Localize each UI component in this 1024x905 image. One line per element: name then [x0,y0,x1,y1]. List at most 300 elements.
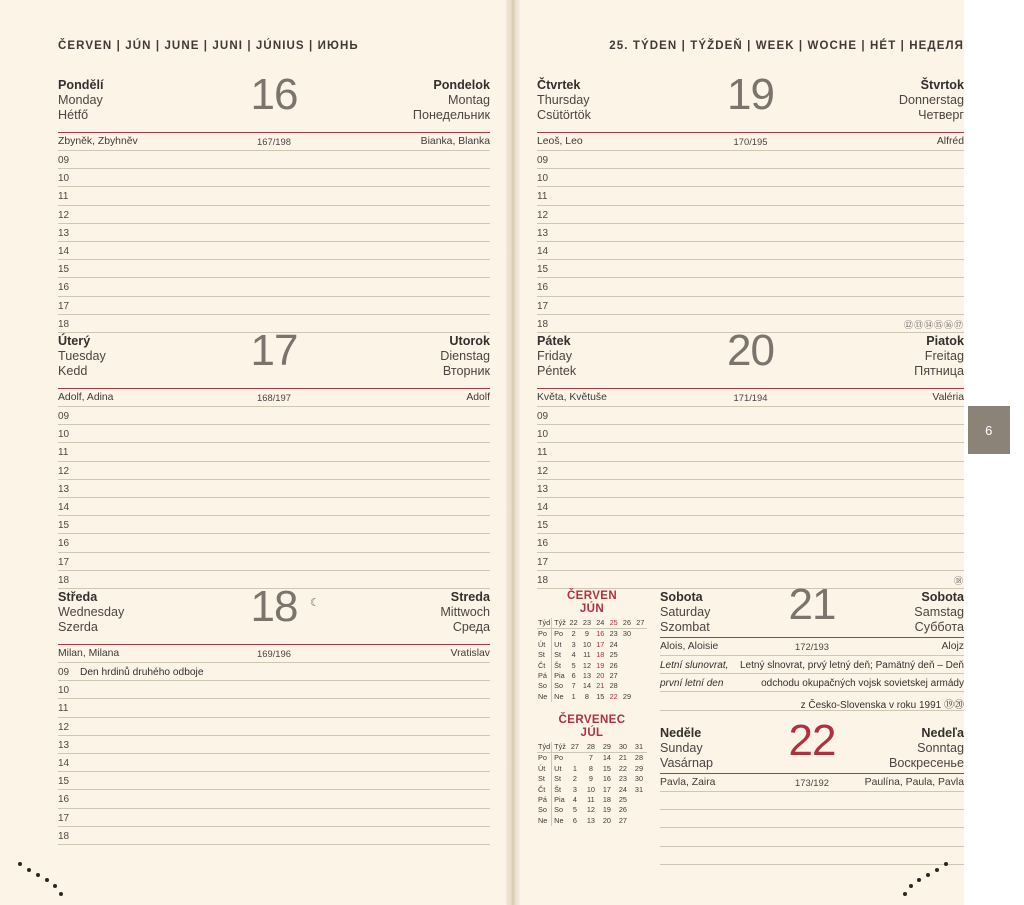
mini-day-cell[interactable]: 20 [596,671,605,681]
hour-label: 16 [537,538,549,550]
mini-week-number: 26 [622,618,632,627]
hour-row[interactable] [537,242,964,260]
hour-label: 09 [537,155,549,166]
hour-row[interactable] [537,297,964,315]
nameday-right: Adolf [466,392,490,403]
day-name-local-1: Tuesday [58,349,106,364]
hour-row[interactable] [537,534,964,552]
mini-weekday-sk: Po [552,753,567,764]
mini-weekday-sk: So [552,805,567,815]
mini-row [537,753,647,764]
day-of-year-count: 173/192 [795,777,829,788]
hour-label: 12 [58,209,70,221]
day-name-foreign-2: Среда [452,620,490,635]
note-left-text: Letní slunovrat, [660,660,729,671]
day-name-local-0: Čtvrtek [537,78,581,92]
hour-row[interactable] [58,224,490,242]
mini-day-cell[interactable] [620,650,633,660]
blank-note-row[interactable] [660,810,964,828]
mini-day-cell[interactable]: 14 [602,753,611,763]
hour-label: 16 [58,794,70,806]
hour-label: 13 [537,227,549,239]
hour-row[interactable] [58,480,490,498]
day-block [537,70,964,333]
hour-label: 16 [537,282,549,294]
mini-day-cell[interactable]: 9 [584,629,589,639]
mini-day-cell[interactable]: 5 [572,805,577,815]
mini-day-cell[interactable]: 21 [618,753,627,763]
mini-day-cell[interactable] [631,816,647,826]
hour-row[interactable] [58,772,490,790]
mini-col-label: Týž [552,742,567,753]
day-name-foreign-1: Samstag [914,605,964,620]
nameday-left: Zbyněk, Zbyhněv [58,136,138,147]
mini-weekday-sk: Ne [552,816,567,826]
mini-day-cell[interactable]: 10 [586,784,595,794]
hour-row[interactable] [58,663,490,681]
day-number: 21 [788,580,836,629]
hour-label: 12 [58,465,70,477]
day-name-foreign-0: Štvrtok [920,78,964,92]
day-name-local-0: Pondělí [58,78,104,92]
mini-weekday-sk: Ut [552,640,567,650]
hour-label: 17 [58,556,70,568]
day-names-right [440,590,490,636]
hour-label: 09 [537,411,549,422]
day-name-foreign-0: Piatok [926,334,964,348]
mini-day-cell[interactable]: 24 [609,639,618,649]
hour-row[interactable] [58,297,490,315]
hour-row[interactable] [58,260,490,278]
hour-row[interactable] [58,187,490,205]
mini-day-cell[interactable]: 11 [587,795,595,805]
mini-day-cell[interactable]: 14 [582,681,592,691]
mini-day-cell[interactable] [620,640,633,650]
nameday-row [537,133,964,151]
mini-weekday-sk: Pia [552,671,567,681]
hour-row[interactable] [58,736,490,754]
hour-row[interactable] [58,407,490,425]
hour-row[interactable] [58,681,490,699]
mini-title-cs: ČERVEN [566,590,618,602]
mini-weekday-sk: Ut [552,764,567,774]
day-name-foreign-1: Dienstag [440,349,490,364]
day-header [58,70,490,133]
hour-row[interactable] [537,278,964,296]
mini-day-cell[interactable]: 24 [618,784,627,794]
book-gutter [506,0,520,905]
hour-label: 15 [537,520,549,532]
day-number: 18 [250,582,298,631]
mini-day-cell[interactable] [631,805,647,815]
mini-day-cell[interactable]: 20 [602,815,611,825]
hour-row[interactable] [58,534,490,552]
mini-day-cell[interactable]: 2 [571,629,576,639]
mini-day-cell[interactable]: 7 [571,681,576,691]
day-name-foreign-0: Streda [450,590,490,604]
hour-row[interactable] [58,790,490,808]
day-header [537,70,964,133]
mini-day-cell[interactable]: 27 [618,815,627,825]
mini-day-cell[interactable]: 8 [584,691,589,701]
mini-day-cell[interactable]: 26 [618,805,627,815]
day-number: 20 [727,326,774,375]
hour-label: 13 [58,227,70,239]
day-names-right [440,334,490,380]
mini-day-cell[interactable]: 16 [602,774,611,784]
mini-col-label: Týd [538,618,551,627]
mini-weekday-cs: St [538,650,545,660]
mini-day-cell[interactable]: 23 [609,629,618,639]
mini-week-number: 28 [586,742,595,751]
hour-label: 16 [58,538,70,550]
blank-note-row[interactable] [660,828,964,846]
hour-row[interactable] [537,425,964,443]
blank-note-row[interactable] [660,792,964,810]
mini-title-cs: ČERVENEC [558,714,626,726]
hour-label: 11 [58,191,69,203]
mini-day-cell[interactable]: 6 [571,671,576,681]
day-names-right [889,726,964,772]
day-block [537,326,964,589]
hour-label: 13 [537,483,549,495]
hour-label: 09 [58,155,70,166]
day-names-right [413,78,490,124]
day-name-local-1: Saturday [660,605,711,620]
day-names-right [914,334,964,380]
mini-day-cell[interactable]: 29 [634,763,644,773]
mini-day-cell[interactable]: 16 [596,629,605,639]
mini-day-cell[interactable]: 28 [609,681,618,691]
hour-list [58,663,490,845]
mini-day-cell[interactable]: 13 [586,815,595,825]
mini-day-cell[interactable]: 27 [609,671,618,681]
day-number: 16 [250,70,298,119]
hour-row[interactable] [537,443,964,461]
mini-week-number: 29 [602,742,611,751]
hour-label: 10 [58,685,70,697]
nameday-right: Valéria [932,392,964,403]
hour-label: 11 [537,447,548,459]
day-block [58,582,490,845]
hour-label: 15 [58,520,70,532]
hour-list [58,151,490,333]
day-name-local-0: Neděle [660,726,702,740]
mini-weekday-sk: So [552,681,567,691]
hour-label: 18 [537,318,549,330]
hour-label: 15 [537,264,549,276]
mini-weekday-cs: So [538,681,547,691]
day-names-right [899,78,964,124]
day-name-foreign-2: Понедельник [412,108,490,123]
day-header [660,716,964,774]
nameday-right: Alfréd [936,136,964,147]
mini-weekday-sk: Št [552,785,567,795]
mini-day-cell[interactable]: 19 [596,660,605,670]
hour-label: 10 [537,429,549,441]
hour-label: 18 [58,574,70,586]
mini-weekday-cs: Čt [538,660,546,670]
day-name-local-2: Szombat [660,620,710,635]
mini-day-cell[interactable]: 30 [634,774,644,784]
hour-row[interactable] [537,407,964,425]
day-name-local-2: Szerda [58,620,98,635]
day-name-foreign-2: Четверг [918,108,964,123]
mini-day-cell[interactable]: 8 [588,763,593,773]
hour-row[interactable] [537,571,964,589]
nameday-left: Alois, Aloisie [660,641,719,652]
mini-day-cell[interactable] [620,681,633,691]
day-name-local-2: Péntek [537,364,577,379]
hour-row[interactable] [58,553,490,571]
hour-label: 11 [58,447,69,459]
hour-row[interactable] [58,242,490,260]
mini-week-number: 23 [582,618,592,627]
mini-weekday-sk: St [552,650,567,660]
hour-row[interactable] [58,169,490,187]
hour-row[interactable] [58,151,490,169]
hour-row[interactable] [58,827,490,845]
hour-label: 14 [537,501,549,513]
hour-row[interactable] [58,809,490,827]
mini-day-cell[interactable]: 1 [572,763,577,773]
mini-weekday-sk: Št [552,661,567,671]
nameday-right: Bianka, Blanka [420,136,490,147]
day-name-local-2: Kedd [58,364,88,379]
day-of-year-count: 172/193 [795,641,829,652]
mini-day-cell[interactable]: 3 [571,639,576,649]
mini-title-sk: JÚN [579,603,605,615]
mini-day-cell[interactable]: 22 [609,691,618,701]
mini-day-cell[interactable]: 7 [588,753,593,763]
hour-row[interactable] [537,516,964,534]
nameday-left: Pavla, Zaira [660,777,716,788]
hour-row[interactable] [58,718,490,736]
mini-day-cell[interactable]: 10 [582,639,592,649]
hour-list [537,151,964,333]
mini-row [537,640,647,650]
mini-day-cell[interactable] [620,671,633,681]
hour-label: 14 [58,245,70,257]
hour-row[interactable] [537,480,964,498]
mini-day-cell[interactable]: 17 [596,639,605,649]
day-name-foreign-1: Freitag [924,349,964,364]
moon-phase-icon: ☾ [310,597,320,609]
mini-day-cell[interactable]: 13 [582,671,592,681]
mini-day-cell[interactable] [631,795,647,805]
note-row[interactable] [660,692,964,710]
day-names-left [537,78,591,124]
hour-row[interactable] [58,443,490,461]
mini-day-cell[interactable]: 29 [622,691,632,701]
mini-day-cell[interactable]: 22 [618,763,627,773]
day-name-local-2: Vasárnap [660,756,713,771]
mini-weekday-cs: So [538,805,547,815]
mini-day-cell[interactable]: 2 [572,774,577,784]
mini-weekday-cs: Po [538,629,547,639]
hour-label: 10 [537,173,549,185]
mini-day-cell[interactable]: 1 [571,691,576,701]
nameday-right: Paulína, Paula, Pavla [864,777,964,788]
hour-label: 12 [58,721,70,733]
mini-day-cell[interactable]: 21 [596,681,605,691]
mini-day-cell[interactable]: 5 [571,660,576,670]
mini-day-cell[interactable]: 3 [572,784,577,794]
mini-row [537,816,647,826]
mini-weekday-cs: St [538,774,545,784]
hour-row[interactable] [537,187,964,205]
mini-weekday-cs: Ne [538,815,548,825]
day-header [537,326,964,389]
day-name-local-2: Hétfő [58,108,89,123]
note-row[interactable] [660,674,964,692]
mini-weekday-cs: Út [538,763,546,773]
hour-row[interactable] [58,699,490,717]
mini-weekday-cs: Út [538,639,546,649]
hour-label: 18 [58,318,70,330]
mini-day-cell[interactable]: 4 [572,795,577,805]
hour-row[interactable] [58,516,490,534]
day-names-left [58,78,103,124]
mini-title-sk: JÚL [580,727,604,739]
blank-note-row[interactable] [660,847,964,865]
mini-day-cell[interactable]: 18 [602,795,611,805]
mini-day-cell[interactable]: 25 [618,795,627,805]
month-tab[interactable]: 6 [968,406,1010,454]
nameday-row [660,638,964,656]
mini-row [537,692,647,702]
hour-row[interactable] [58,462,490,480]
mini-day-cell[interactable] [620,661,633,671]
note-right-text: z Česko-Slovenska v roku 1991 ⑲⑳ [800,700,964,712]
mini-week-number: 25 [609,618,618,627]
hour-row[interactable] [537,498,964,516]
mini-col-label: Týž [552,618,567,629]
hour-row[interactable] [58,425,490,443]
mini-day-cell[interactable]: 17 [602,784,611,794]
day-name-local-0: Pátek [537,334,571,348]
hour-list [58,407,490,589]
day-name-foreign-0: Sobota [921,590,964,604]
mini-row [537,661,647,671]
mini-day-cell[interactable]: 12 [586,805,595,815]
mini-row [537,805,647,815]
mini-day-cell[interactable]: 4 [571,650,576,660]
mini-day-cell[interactable]: 28 [634,753,644,763]
hour-label: 14 [537,245,549,257]
mini-day-cell[interactable]: 11 [583,650,591,660]
day-number: 19 [727,70,774,119]
nameday-row [58,389,490,407]
mini-calendar-table [537,742,647,826]
mini-row [537,774,647,784]
hour-row[interactable] [537,206,964,224]
day-of-year-count: 168/197 [257,392,291,403]
hour-label: 14 [58,757,70,769]
mini-weekday-sk: Po [552,629,567,640]
note-left-text: první letní den [660,678,724,690]
hour-row[interactable] [537,224,964,242]
day-name-local-1: Monday [58,93,103,108]
day-name-local-0: Středa [58,590,98,604]
hour-label: 17 [537,300,549,312]
hour-label: 10 [58,173,70,185]
mini-calendar-july [537,714,647,826]
hour-label: 09 [58,667,70,678]
day-name-local-0: Sobota [660,590,703,604]
note-row[interactable] [660,656,964,674]
hour-row[interactable] [537,462,964,480]
mini-weekday-sk: St [552,774,567,784]
hour-label: 10 [58,429,70,441]
day-name-local-1: Friday [537,349,572,364]
mini-row [537,785,647,795]
mini-day-cell[interactable]: 30 [622,629,632,639]
hour-label: 18 [58,830,70,842]
mini-row [537,795,647,805]
day-name-foreign-1: Mittwoch [440,605,490,620]
hour-label: 15 [58,776,70,788]
mini-row [537,764,647,774]
mini-day-cell[interactable]: 19 [602,805,611,815]
day-name-local-2: Csütörtök [537,108,591,123]
note-right-text: odchodu okupačných vojsk sovietskej armády [761,678,964,690]
hour-label: 11 [537,191,548,203]
mini-weekday-cs: Čt [538,784,546,794]
hour-row[interactable] [537,151,964,169]
hour-row[interactable] [537,260,964,278]
day-of-year-count: 170/195 [733,136,768,147]
day-header [58,582,490,645]
hour-row[interactable] [537,553,964,571]
mini-day-cell[interactable]: 6 [572,815,577,825]
mini-day-cell[interactable]: 23 [618,774,627,784]
hour-row[interactable] [58,498,490,516]
nameday-left: Květa, Květuše [537,392,607,403]
mini-weekday-cs: Ne [538,691,548,701]
mini-day-cell[interactable]: 15 [596,691,605,701]
day-names-left [660,590,710,636]
mini-weekday-cs: Pá [538,795,547,805]
mini-day-cell[interactable]: 26 [609,660,618,670]
mini-weekday-cs: Po [538,753,547,763]
hour-event-text: Den hrdinů druhého odboje [80,667,204,678]
day-of-year-count: 169/196 [257,648,291,659]
nameday-left: Leoš, Leo [537,136,583,147]
mini-day-cell[interactable]: 18 [596,650,605,660]
hour-label: 17 [58,812,70,824]
day-of-year-count: 171/194 [733,392,768,403]
hour-row[interactable] [58,754,490,772]
mini-week-number: 27 [636,618,645,627]
mini-day-cell[interactable] [567,753,583,764]
hour-list [537,407,964,589]
hour-label: 14 [58,501,70,513]
hour-label: 15 [58,264,70,276]
mini-day-cell[interactable]: 9 [588,774,593,784]
header-month-label: ČERVEN | JÚN | JUNE | JUNI | JÚNIUS | ИЮНЬ [58,40,359,52]
mini-day-cell[interactable]: 31 [634,784,644,794]
mini-day-cell[interactable]: 12 [582,660,592,670]
hour-row[interactable] [58,206,490,224]
day-name-foreign-2: Пятница [914,364,964,379]
mini-day-cell[interactable]: 15 [602,763,611,773]
hour-row[interactable] [537,169,964,187]
nameday-row [660,774,964,792]
mini-day-cell[interactable]: 25 [609,650,618,660]
mini-week-number: 27 [570,742,579,751]
hour-row[interactable] [58,278,490,296]
